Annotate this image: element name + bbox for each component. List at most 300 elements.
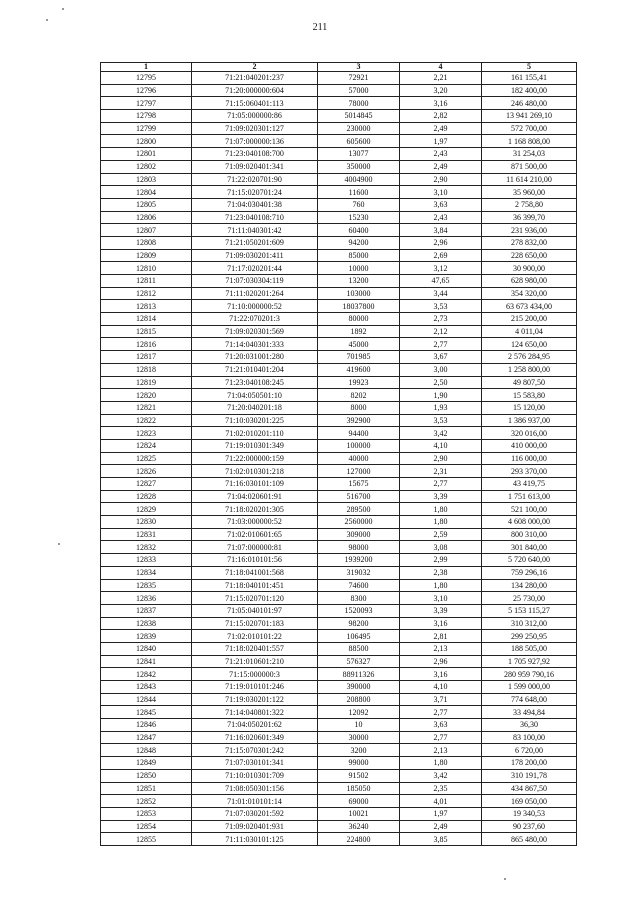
row-number-cell: 12834 bbox=[101, 566, 192, 579]
table-row bbox=[101, 617, 577, 630]
area-cell: 13200 bbox=[318, 275, 400, 288]
table-row bbox=[101, 579, 577, 592]
table-row bbox=[101, 84, 577, 97]
area-cell: 1520093 bbox=[318, 604, 400, 617]
value-cell: 4 608 000,00 bbox=[482, 516, 577, 529]
cadastral-number-cell: 71:02:010101:22 bbox=[192, 630, 318, 643]
table-row bbox=[101, 198, 577, 211]
row-number-cell: 12808 bbox=[101, 236, 192, 249]
table-row bbox=[101, 604, 577, 617]
table-row bbox=[101, 351, 577, 364]
value-cell: 36 399,70 bbox=[482, 211, 577, 224]
rate-cell: 1,93 bbox=[400, 401, 482, 414]
area-cell: 88911326 bbox=[318, 668, 400, 681]
table-row bbox=[101, 313, 577, 326]
area-cell: 224800 bbox=[318, 833, 400, 846]
value-cell: 1 705 927,92 bbox=[482, 655, 577, 668]
area-cell: 8202 bbox=[318, 389, 400, 402]
cadastral-number-cell: 71:05:000000:86 bbox=[192, 110, 318, 123]
area-cell: 8000 bbox=[318, 401, 400, 414]
value-cell: 1 599 000,00 bbox=[482, 681, 577, 694]
table-row bbox=[101, 503, 577, 516]
rate-cell: 3,84 bbox=[400, 224, 482, 237]
rate-cell: 2,96 bbox=[400, 655, 482, 668]
value-cell: 320 016,00 bbox=[482, 427, 577, 440]
cadastral-number-cell: 71:16:020601:349 bbox=[192, 731, 318, 744]
row-number-cell: 12839 bbox=[101, 630, 192, 643]
cadastral-number-cell: 71:20:040201:18 bbox=[192, 401, 318, 414]
value-cell: 188 505,00 bbox=[482, 642, 577, 655]
rate-cell: 2,21 bbox=[400, 72, 482, 85]
value-cell: 278 832,00 bbox=[482, 236, 577, 249]
area-cell: 289500 bbox=[318, 503, 400, 516]
value-cell: 83 100,00 bbox=[482, 731, 577, 744]
value-cell: 30 900,00 bbox=[482, 262, 577, 275]
row-number-cell: 12853 bbox=[101, 807, 192, 820]
cadastral-number-cell: 71:18:041001:568 bbox=[192, 566, 318, 579]
value-cell: 35 960,00 bbox=[482, 186, 577, 199]
cadastral-number-cell: 71:04:030401:38 bbox=[192, 198, 318, 211]
table-row bbox=[101, 97, 577, 110]
cadastral-number-cell: 71:21:050201:609 bbox=[192, 236, 318, 249]
row-number-cell: 12846 bbox=[101, 719, 192, 732]
cadastral-number-cell: 71:22:000000:159 bbox=[192, 452, 318, 465]
table-row bbox=[101, 275, 577, 288]
row-number-cell: 12813 bbox=[101, 300, 192, 313]
rate-cell: 4,01 bbox=[400, 795, 482, 808]
area-cell: 40000 bbox=[318, 452, 400, 465]
row-number-cell: 12805 bbox=[101, 198, 192, 211]
row-number-cell: 12812 bbox=[101, 287, 192, 300]
table-row bbox=[101, 478, 577, 491]
area-cell: 88500 bbox=[318, 642, 400, 655]
area-cell: 100000 bbox=[318, 439, 400, 452]
table-row bbox=[101, 465, 577, 478]
rate-cell: 3,20 bbox=[400, 84, 482, 97]
value-cell: 1 751 613,00 bbox=[482, 490, 577, 503]
row-number-cell: 12831 bbox=[101, 528, 192, 541]
rate-cell: 2,12 bbox=[400, 325, 482, 338]
cadastral-number-cell: 71:18:020401:557 bbox=[192, 642, 318, 655]
row-number-cell: 12811 bbox=[101, 275, 192, 288]
value-cell: 280 959 790,16 bbox=[482, 668, 577, 681]
value-cell: 33 494,84 bbox=[482, 706, 577, 719]
rate-cell: 2,31 bbox=[400, 465, 482, 478]
table-row bbox=[101, 110, 577, 123]
value-cell: 161 155,41 bbox=[482, 72, 577, 85]
value-cell: 871 500,00 bbox=[482, 160, 577, 173]
scan-speck bbox=[504, 878, 506, 880]
area-cell: 419600 bbox=[318, 363, 400, 376]
cadastral-number-cell: 71:02:010601:65 bbox=[192, 528, 318, 541]
rate-cell: 2,49 bbox=[400, 122, 482, 135]
value-cell: 2 576 284,95 bbox=[482, 351, 577, 364]
table-row bbox=[101, 338, 577, 351]
row-number-cell: 12809 bbox=[101, 249, 192, 262]
table-row bbox=[101, 706, 577, 719]
table-row bbox=[101, 731, 577, 744]
cadastral-number-cell: 71:04:020601:91 bbox=[192, 490, 318, 503]
value-cell: 865 480,00 bbox=[482, 833, 577, 846]
cadastral-number-cell: 71:22:020701:90 bbox=[192, 173, 318, 186]
rate-cell: 2,35 bbox=[400, 782, 482, 795]
value-cell: 310 312,00 bbox=[482, 617, 577, 630]
value-cell: 31 254,03 bbox=[482, 148, 577, 161]
table-row bbox=[101, 833, 577, 846]
area-cell: 98200 bbox=[318, 617, 400, 630]
rate-cell: 1,90 bbox=[400, 389, 482, 402]
area-cell: 309000 bbox=[318, 528, 400, 541]
value-cell: 124 650,00 bbox=[482, 338, 577, 351]
rate-cell: 2,77 bbox=[400, 478, 482, 491]
column-header: 1 bbox=[101, 63, 192, 72]
value-cell: 800 310,00 bbox=[482, 528, 577, 541]
rate-cell: 3,63 bbox=[400, 198, 482, 211]
table-row bbox=[101, 820, 577, 833]
cadastral-number-cell: 71:08:050301:156 bbox=[192, 782, 318, 795]
area-cell: 10000 bbox=[318, 262, 400, 275]
rate-cell: 3,63 bbox=[400, 719, 482, 732]
value-cell: 310 191,78 bbox=[482, 769, 577, 782]
rate-cell: 3,16 bbox=[400, 97, 482, 110]
cadastral-number-cell: 71:11:020201:264 bbox=[192, 287, 318, 300]
cadastral-number-cell: 71:18:040101:451 bbox=[192, 579, 318, 592]
cadastral-number-cell: 71:09:020301:569 bbox=[192, 325, 318, 338]
cadastral-number-cell: 71:23:040108:245 bbox=[192, 376, 318, 389]
row-number-cell: 12848 bbox=[101, 744, 192, 757]
area-cell: 11600 bbox=[318, 186, 400, 199]
cadastral-number-cell: 71:16:030101:109 bbox=[192, 478, 318, 491]
row-number-cell: 12829 bbox=[101, 503, 192, 516]
table-row bbox=[101, 376, 577, 389]
rate-cell: 2,43 bbox=[400, 211, 482, 224]
rate-cell: 2,38 bbox=[400, 566, 482, 579]
area-cell: 72921 bbox=[318, 72, 400, 85]
row-number-cell: 12797 bbox=[101, 97, 192, 110]
area-cell: 74600 bbox=[318, 579, 400, 592]
cadastral-number-cell: 71:09:020301:127 bbox=[192, 122, 318, 135]
row-number-cell: 12847 bbox=[101, 731, 192, 744]
rate-cell: 4,10 bbox=[400, 439, 482, 452]
table-row bbox=[101, 668, 577, 681]
value-cell: 63 673 434,00 bbox=[482, 300, 577, 313]
area-cell: 36240 bbox=[318, 820, 400, 833]
table-row bbox=[101, 528, 577, 541]
area-cell: 45000 bbox=[318, 338, 400, 351]
rate-cell: 3,10 bbox=[400, 186, 482, 199]
area-cell: 516700 bbox=[318, 490, 400, 503]
value-cell: 5 720 640,00 bbox=[482, 554, 577, 567]
table-row bbox=[101, 262, 577, 275]
area-cell: 319032 bbox=[318, 566, 400, 579]
rate-cell: 3,85 bbox=[400, 833, 482, 846]
rate-cell: 2,90 bbox=[400, 173, 482, 186]
rate-cell: 2,81 bbox=[400, 630, 482, 643]
row-number-cell: 12795 bbox=[101, 72, 192, 85]
table-row bbox=[101, 744, 577, 757]
row-number-cell: 12816 bbox=[101, 338, 192, 351]
row-number-cell: 12842 bbox=[101, 668, 192, 681]
rate-cell: 4,10 bbox=[400, 681, 482, 694]
row-number-cell: 12822 bbox=[101, 414, 192, 427]
row-number-cell: 12800 bbox=[101, 135, 192, 148]
value-cell: 628 980,00 bbox=[482, 275, 577, 288]
row-number-cell: 12818 bbox=[101, 363, 192, 376]
rate-cell: 3,16 bbox=[400, 617, 482, 630]
cadastral-number-cell: 71:03:000000:52 bbox=[192, 516, 318, 529]
value-cell: 13 941 269,10 bbox=[482, 110, 577, 123]
row-number-cell: 12835 bbox=[101, 579, 192, 592]
row-number-cell: 12814 bbox=[101, 313, 192, 326]
table-row bbox=[101, 148, 577, 161]
cadastral-number-cell: 71:15:070301:242 bbox=[192, 744, 318, 757]
cadastral-number-cell: 71:02:010201:110 bbox=[192, 427, 318, 440]
table-row bbox=[101, 160, 577, 173]
cadastral-number-cell: 71:19:010101:246 bbox=[192, 681, 318, 694]
rate-cell: 2,43 bbox=[400, 148, 482, 161]
rate-cell: 3,16 bbox=[400, 668, 482, 681]
row-number-cell: 12810 bbox=[101, 262, 192, 275]
value-cell: 11 614 210,00 bbox=[482, 173, 577, 186]
area-cell: 15230 bbox=[318, 211, 400, 224]
cadastral-number-cell: 71:07:000000:81 bbox=[192, 541, 318, 554]
cadastral-number-cell: 71:15:020701:24 bbox=[192, 186, 318, 199]
rate-cell: 3,53 bbox=[400, 414, 482, 427]
value-cell: 2 758,80 bbox=[482, 198, 577, 211]
table-row bbox=[101, 414, 577, 427]
cadastral-number-cell: 71:15:060401:113 bbox=[192, 97, 318, 110]
row-number-cell: 12840 bbox=[101, 642, 192, 655]
area-cell: 208800 bbox=[318, 693, 400, 706]
cadastral-number-cell: 71:17:020201:44 bbox=[192, 262, 318, 275]
area-cell: 4004900 bbox=[318, 173, 400, 186]
cadastral-number-cell: 71:16:010101:56 bbox=[192, 554, 318, 567]
area-cell: 94200 bbox=[318, 236, 400, 249]
value-cell: 15 120,00 bbox=[482, 401, 577, 414]
rate-cell: 2,99 bbox=[400, 554, 482, 567]
cadastral-number-cell: 71:02:010301:218 bbox=[192, 465, 318, 478]
row-number-cell: 12836 bbox=[101, 592, 192, 605]
cadastral-number-cell: 71:21:010401:204 bbox=[192, 363, 318, 376]
row-number-cell: 12807 bbox=[101, 224, 192, 237]
value-cell: 301 840,00 bbox=[482, 541, 577, 554]
cadastral-number-cell: 71:01:010101:14 bbox=[192, 795, 318, 808]
value-cell: 1 258 800,00 bbox=[482, 363, 577, 376]
rate-cell: 3,42 bbox=[400, 427, 482, 440]
table-row bbox=[101, 173, 577, 186]
row-number-cell: 12832 bbox=[101, 541, 192, 554]
value-cell: 90 237,60 bbox=[482, 820, 577, 833]
value-cell: 19 340,53 bbox=[482, 807, 577, 820]
row-number-cell: 12799 bbox=[101, 122, 192, 135]
row-number-cell: 12843 bbox=[101, 681, 192, 694]
row-number-cell: 12850 bbox=[101, 769, 192, 782]
rate-cell: 3,71 bbox=[400, 693, 482, 706]
rate-cell: 1,97 bbox=[400, 135, 482, 148]
cadastral-number-cell: 71:15:020701:120 bbox=[192, 592, 318, 605]
rate-cell: 2,73 bbox=[400, 313, 482, 326]
cadastral-number-cell: 71:07:030304:119 bbox=[192, 275, 318, 288]
area-cell: 60400 bbox=[318, 224, 400, 237]
cadastral-number-cell: 71:04:050201:62 bbox=[192, 719, 318, 732]
value-cell: 178 200,00 bbox=[482, 757, 577, 770]
table-row bbox=[101, 807, 577, 820]
table-header-row bbox=[101, 63, 577, 72]
cadastral-number-cell: 71:05:040101:97 bbox=[192, 604, 318, 617]
area-cell: 12092 bbox=[318, 706, 400, 719]
cadastral-number-cell: 71:18:020201:305 bbox=[192, 503, 318, 516]
rate-cell: 3,53 bbox=[400, 300, 482, 313]
value-cell: 15 583,80 bbox=[482, 389, 577, 402]
value-cell: 25 730,00 bbox=[482, 592, 577, 605]
value-cell: 49 807,50 bbox=[482, 376, 577, 389]
row-number-cell: 12803 bbox=[101, 173, 192, 186]
value-cell: 293 370,00 bbox=[482, 465, 577, 478]
rate-cell: 1,80 bbox=[400, 579, 482, 592]
cadastral-number-cell: 71:04:050501:10 bbox=[192, 389, 318, 402]
row-number-cell: 12854 bbox=[101, 820, 192, 833]
rate-cell: 1,97 bbox=[400, 807, 482, 820]
cadastral-number-cell: 71:11:040301:42 bbox=[192, 224, 318, 237]
table-row bbox=[101, 186, 577, 199]
table-row bbox=[101, 655, 577, 668]
value-cell: 759 296,16 bbox=[482, 566, 577, 579]
area-cell: 10021 bbox=[318, 807, 400, 820]
area-cell: 350000 bbox=[318, 160, 400, 173]
area-cell: 1939200 bbox=[318, 554, 400, 567]
rate-cell: 1,80 bbox=[400, 757, 482, 770]
row-number-cell: 12806 bbox=[101, 211, 192, 224]
value-cell: 4 011,04 bbox=[482, 325, 577, 338]
table-row bbox=[101, 389, 577, 402]
table-row bbox=[101, 719, 577, 732]
cadastral-number-cell: 71:09:020401:931 bbox=[192, 820, 318, 833]
table-row bbox=[101, 249, 577, 262]
rate-cell: 2,50 bbox=[400, 376, 482, 389]
row-number-cell: 12825 bbox=[101, 452, 192, 465]
row-number-cell: 12820 bbox=[101, 389, 192, 402]
row-number-cell: 12851 bbox=[101, 782, 192, 795]
rate-cell: 2,69 bbox=[400, 249, 482, 262]
area-cell: 5014845 bbox=[318, 110, 400, 123]
value-cell: 434 867,50 bbox=[482, 782, 577, 795]
area-cell: 30000 bbox=[318, 731, 400, 744]
rate-cell: 2,13 bbox=[400, 744, 482, 757]
cadastral-number-cell: 71:07:030201:592 bbox=[192, 807, 318, 820]
row-number-cell: 12802 bbox=[101, 160, 192, 173]
table-row bbox=[101, 135, 577, 148]
area-cell: 80000 bbox=[318, 313, 400, 326]
column-header: 3 bbox=[318, 63, 400, 72]
area-cell: 701985 bbox=[318, 351, 400, 364]
area-cell: 19923 bbox=[318, 376, 400, 389]
cadastral-number-cell: 71:07:000000:136 bbox=[192, 135, 318, 148]
value-cell: 134 280,00 bbox=[482, 579, 577, 592]
value-cell: 521 100,00 bbox=[482, 503, 577, 516]
value-cell: 410 000,00 bbox=[482, 439, 577, 452]
table-row bbox=[101, 439, 577, 452]
row-number-cell: 12830 bbox=[101, 516, 192, 529]
row-number-cell: 12852 bbox=[101, 795, 192, 808]
cadastral-number-cell: 71:23:040108:700 bbox=[192, 148, 318, 161]
row-number-cell: 12837 bbox=[101, 604, 192, 617]
area-cell: 127000 bbox=[318, 465, 400, 478]
cadastral-number-cell: 71:15:000000:3 bbox=[192, 668, 318, 681]
cadastral-number-cell: 71:19:010301:349 bbox=[192, 439, 318, 452]
table-row bbox=[101, 592, 577, 605]
row-number-cell: 12824 bbox=[101, 439, 192, 452]
table-row bbox=[101, 516, 577, 529]
value-cell: 354 320,00 bbox=[482, 287, 577, 300]
table-body bbox=[101, 72, 577, 846]
cadastral-number-cell: 71:14:040801:322 bbox=[192, 706, 318, 719]
cadastral-number-cell: 71:20:031001:280 bbox=[192, 351, 318, 364]
table-row bbox=[101, 490, 577, 503]
table-row bbox=[101, 300, 577, 313]
value-cell: 246 480,00 bbox=[482, 97, 577, 110]
area-cell: 91502 bbox=[318, 769, 400, 782]
value-cell: 774 648,00 bbox=[482, 693, 577, 706]
table-row bbox=[101, 566, 577, 579]
area-cell: 390000 bbox=[318, 681, 400, 694]
area-cell: 760 bbox=[318, 198, 400, 211]
row-number-cell: 12798 bbox=[101, 110, 192, 123]
value-cell: 43 419,75 bbox=[482, 478, 577, 491]
row-number-cell: 12828 bbox=[101, 490, 192, 503]
row-number-cell: 12821 bbox=[101, 401, 192, 414]
column-header: 4 bbox=[400, 63, 482, 72]
area-cell: 94400 bbox=[318, 427, 400, 440]
table-row bbox=[101, 769, 577, 782]
table-row bbox=[101, 211, 577, 224]
rate-cell: 2,59 bbox=[400, 528, 482, 541]
page-number: 211 bbox=[312, 22, 328, 33]
table-row bbox=[101, 122, 577, 135]
value-cell: 169 050,00 bbox=[482, 795, 577, 808]
value-cell: 6 720,00 bbox=[482, 744, 577, 757]
row-number-cell: 12826 bbox=[101, 465, 192, 478]
row-number-cell: 12815 bbox=[101, 325, 192, 338]
cadastral-number-cell: 71:19:030201:122 bbox=[192, 693, 318, 706]
value-cell: 116 000,00 bbox=[482, 452, 577, 465]
area-cell: 69000 bbox=[318, 795, 400, 808]
table-row bbox=[101, 693, 577, 706]
area-cell: 85000 bbox=[318, 249, 400, 262]
rate-cell: 47,65 bbox=[400, 275, 482, 288]
registry-table bbox=[100, 62, 577, 846]
cadastral-number-cell: 71:21:010601:210 bbox=[192, 655, 318, 668]
value-cell: 5 153 115,27 bbox=[482, 604, 577, 617]
row-number-cell: 12823 bbox=[101, 427, 192, 440]
value-cell: 36,30 bbox=[482, 719, 577, 732]
cadastral-number-cell: 71:10:010301:709 bbox=[192, 769, 318, 782]
table-row bbox=[101, 401, 577, 414]
table-row bbox=[101, 541, 577, 554]
area-cell: 106495 bbox=[318, 630, 400, 643]
rate-cell: 3,08 bbox=[400, 541, 482, 554]
cadastral-number-cell: 71:14:040301:333 bbox=[192, 338, 318, 351]
table-row bbox=[101, 363, 577, 376]
area-cell: 18037800 bbox=[318, 300, 400, 313]
scan-speck bbox=[46, 19, 48, 21]
area-cell: 1892 bbox=[318, 325, 400, 338]
cadastral-number-cell: 71:09:030201:411 bbox=[192, 249, 318, 262]
area-cell: 98000 bbox=[318, 541, 400, 554]
area-cell: 103000 bbox=[318, 287, 400, 300]
table-row bbox=[101, 554, 577, 567]
rate-cell: 1,80 bbox=[400, 503, 482, 516]
value-cell: 182 400,00 bbox=[482, 84, 577, 97]
